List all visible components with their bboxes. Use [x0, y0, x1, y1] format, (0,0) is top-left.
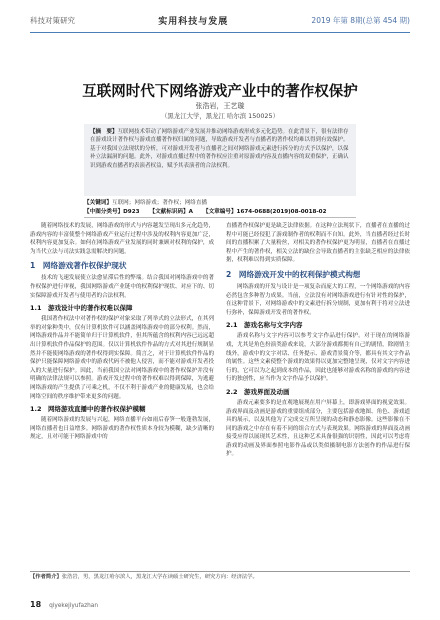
abstract-box — [84, 124, 356, 196]
subsection-heading: 2.2 游戏界面及动画 — [226, 387, 290, 396]
body-paragraph: 游戏元素要多的是直观地展现在用户屏幕上，即游戏界面的视觉效果。游戏界面及动画是游戏的重要组成部分，主要包括游戏地图、角色、游戏道具的展示，以及其他为了完成交互所呈现的动态和静态影像。这些影像在不同的游戏之中存在有着不同的组合方式与表现效果。网络游戏的界面及动画接受应得以展现其艺术性，且这种艺术具备很强的识别性，因此可以考虑将游戏的动画及界面参照电影作品或以类似摄制电影方法创作的作品进行保护。 — [226, 399, 410, 458]
running-header — [30, 10, 410, 30]
body-paragraph: 直播著作权保护更是缺乏法律依据。在这种立法现状下，直播者在直播的过程中可能已经侵犯了游戏制作者的权利而不自知。此外，当直播者经过长时间的直播积累了大量粉丝，对相关的著作权保护更为明显，直播者在直播过程中产生的著作权，相关立法的缺位会导致直播者的主张缺乏相应的法律依据，权利难以得到实质保障。 — [226, 223, 410, 264]
body-paragraph: 网络游戏的开发与设计是一项复杂而庞大的工程，一个网络游戏的内容必然包含多种智力成果。当前，立法没有对网络游戏进行有针对性的保护，在这种背景下，对网络游戏中的文素进行拆分规制，更加有利于将对立法进行弥补，保障游戏开发者的著作权。 — [226, 283, 410, 316]
page-number: 18 — [30, 600, 42, 609]
subsection-heading: 1.2 网络游戏直播中的著作权保护模糊 — [30, 405, 146, 414]
section-label: 科技对策研究 — [30, 15, 75, 25]
body-paragraph: 随着网络游戏的发展与兴起，网络直播平台如雨后春笋一般蓬勃发展，网络直播者也日益增多。网络游戏的著作权性质本身较为模糊，缺少清晰的规定，且对可能于网络游戏中的 — [30, 417, 214, 441]
body-paragraph: 随着网络技术的发展，网络游戏的形式与内容越发呈现出多元化趋势，游戏内容的丰富使整个网络游戏产业运行过程中涉及的权利内容更加广泛，权利内容更加复杂。如何在网络游戏产业发展的同时兼顾对权利的保护，成为当代立法与司法实践急需解决的问题。 — [30, 223, 214, 255]
issue-label: 2019 年第 8期(总第 454 期) — [311, 15, 410, 25]
keywords-text: 互联网；网络游戏；著作权；网络直播 — [111, 200, 208, 206]
keywords-tag: 【关键词】 — [84, 200, 112, 206]
footnote-rule — [30, 571, 410, 572]
clc-code: 【中图分类号】D923 — [84, 209, 140, 215]
abstract-text: 互联网技术带动了网络游戏产业发展并推动网络游戏形成多元化趋势。在此背景下，很有法律存在游戏设计著作权与游戏直播著作权归属的问题，导致游戏开发者与直播者的著作权均难以得到有效保护。基于对我国立法现状的分析，可对游戏开发者与直播者之间对网络游戏元素进行拆分的方式予以保护，以保补立法漏洞的问题。此外，对游戏直播过程中的著作权应注重对原游戏内容及直播内容的双重保护，正确认识到游戏直播者的表演者权益，赋予其表演者的合法权利。 — [90, 129, 349, 169]
header-rule — [30, 32, 410, 33]
section-heading: 1 网络游戏著作权保护现状 — [30, 261, 127, 271]
right-column — [226, 222, 410, 460]
classification-rule — [84, 217, 356, 218]
abstract-tag: 【摘 要】 — [90, 129, 118, 135]
body-paragraph: 游戏名称与文字内容可以参考文字作品进行保护。对于现在的网络游戏，尤其是角色扮演类游戏来说，大部分游戏都拥有自己的剧情，除剧情主线外，游戏中的文字对话、任务提示、游戏背景简介等，都具有其文字作品的属性。这些文素使整个游戏的效果得以更加完整地呈现，仅对文字内容进行的，它可以为之起到成本的作品，因此也能够对游戏名称的游戏的内容进行的独创性，应当作为文字作品予以保护。 — [226, 333, 410, 383]
body-paragraph: 技术的飞速发展使立法愈显滞后性的弊端。结合我国对网络游戏中的著作权保护进行审视，我国网络游戏产业链中的权利保护现状、对应下的、切实保障游戏开发者与使用者的合法权利。 — [30, 275, 214, 299]
article-number: 【文章编号】1674-0688(2019)08-0018-02 — [202, 209, 327, 215]
left-column — [30, 222, 214, 443]
paper-title: 互联网时代下网络游戏产业中的著作权保护 — [82, 84, 358, 100]
footnote-text: 张浩岩，男，黑龙江哈尔滨人，黑龙江大学在读硕士研究生，研究方向：经济法学。 — [61, 574, 258, 580]
page-footer — [30, 600, 98, 609]
subsection-heading: 1.1 游戏设计中的著作权难以保障 — [30, 304, 133, 313]
journal-name: 实用科技与发展 — [158, 16, 229, 27]
keywords-line — [84, 198, 356, 206]
document-code: 【文献标识码】A — [149, 209, 193, 215]
body-paragraph: 我国著作权法中对著作权的保护对象采取了列举式的立法形式，在其列举的对象种类中，仅有计算机软件可以涵盖网络游戏中的部分权利。然而，网络游戏作品并不能简单归于计算机软件，但其所蕴含的权利内容已远远超出计算机软件作品保护的范围。仅以计算机软件作品的方式对其进行规制显然并不能使网络游戏的著作权得到实保障。简言之，对于计算机软件作品的保护只能保障网络游戏中的游戏代码不被他人侵害，而不能对游戏开发者投入的大量进行保护。因此，当前我国立法对网络游戏中的著作权保护并没有明确的法律法规可以参照。游戏开发过程中的著作权难以得到保障，为逃避网络游戏的产生提供了可乘之机，不仅不利于游戏产业的健康发展，也会给网络空间的秩序维护带来更多的问题。 — [30, 316, 214, 400]
section-heading: 2 网络游戏开发中的权利保护模式构想 — [226, 269, 361, 279]
affiliation-line: （黑龙江大学，黑龙江 哈尔滨 150025） — [161, 112, 279, 120]
classification-line — [84, 207, 374, 215]
author-line: 张浩岩，王艺璇 — [195, 102, 245, 110]
footer-site: qiyekejiyufazhan — [49, 603, 99, 609]
subsection-heading: 2.1 游戏名称与文字内容 — [226, 321, 303, 330]
footnote-tag: 【作者简介】 — [30, 574, 62, 580]
author-footnote — [30, 574, 410, 582]
